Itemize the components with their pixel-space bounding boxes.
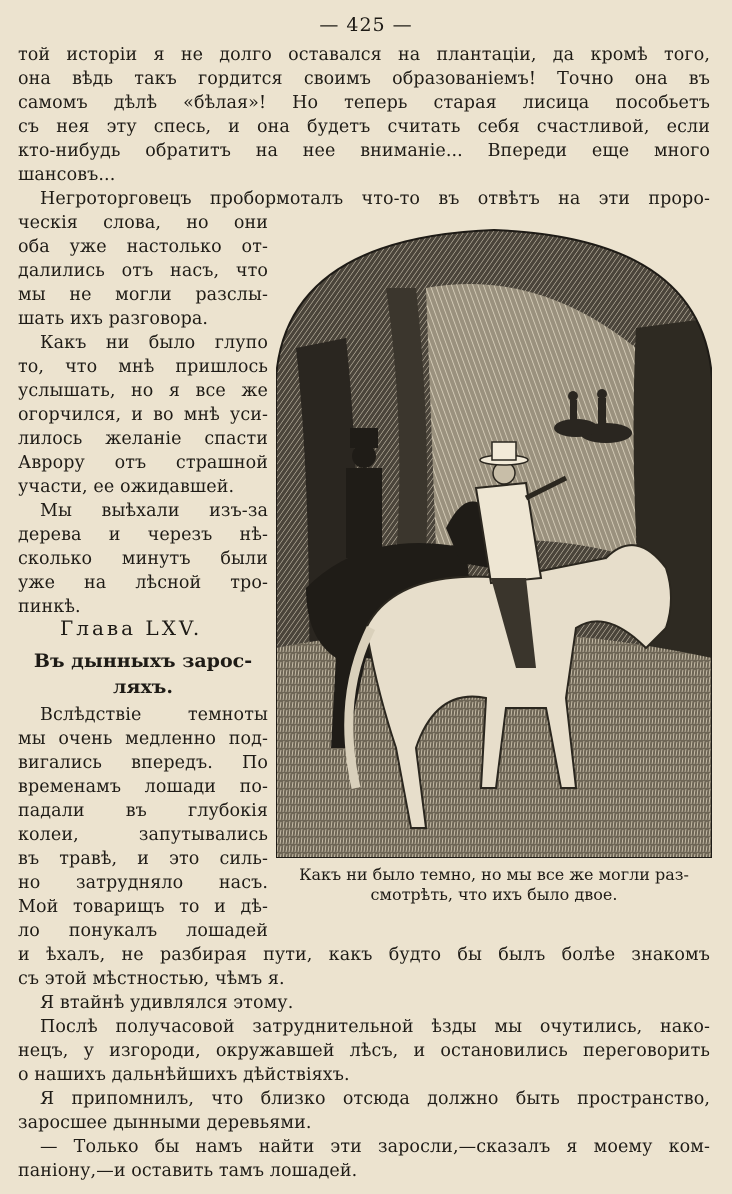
text-line: Я припомнилъ, что близко отсюда должно быть пространство, [40,1089,710,1109]
text-line: падали въ глубокія [18,801,268,821]
text-line: сколько минутъ были [18,549,268,569]
text-line: услышать, но я все же [18,381,268,401]
text-line: вигались впередъ. По [18,753,268,773]
text-line: участи, ее ожидавшей. [18,477,235,497]
page-number: — 425 — [319,14,413,36]
text-line: съ нея эту спесь, и она будетъ считать себя счастливой, если [18,117,710,137]
text-line: мы очень медленно под- [18,729,268,749]
forest-riders-engraving [276,228,712,858]
text-line: то, что мнѣ пришлось [18,357,268,377]
text-line: заросшее дынными деревьями. [18,1113,312,1133]
chapter-heading: Глава LXV. [60,616,203,640]
text-line: колеи, запутывались [18,825,268,845]
text-line: дерева и черезъ нѣ- [18,525,268,545]
text-line: огорчился, и во мнѣ уси- [18,405,268,425]
text-line: — Только бы намъ найти эти заросли,—сказалъ я моему ком- [40,1137,710,1157]
text-line: оба уже настолько от- [18,237,268,257]
text-line: далились отъ насъ, что [18,261,268,281]
text-line: съ этой мѣстностью, чѣмъ я. [18,969,285,989]
text-line: Аврору отъ страшной [18,453,268,473]
text-line: Мой товарищъ то и дѣ- [18,897,268,917]
paragraph-start: Негроторговецъ пробормоталъ что-то въ отвѣтъ на эти проро- [40,189,710,209]
text-line: нецъ, у изгороди, окружавшей лѣсъ, и остановились переговорить [18,1041,710,1061]
text-line: той исторіи я не долго оставался на плантаціи, да кромѣ того, [18,45,710,65]
text-line: шать ихъ разговора. [18,309,209,329]
text-line: въ травѣ, и это силь- [18,849,268,869]
text-line: ло понукалъ лошадей [18,921,268,941]
text-line: шансовъ... [18,165,116,185]
text-line: пинкѣ. [18,597,81,617]
text-line: кто-нибудь обратитъ на нее вниманіе... Впереди еще много [18,141,710,161]
text-line: Мы выѣхали изъ-за [40,501,268,521]
text-line: о нашихъ дальнѣйшихъ дѣйствіяхъ. [18,1065,350,1085]
text-line: паніону,—и оставить тамъ лошадей. [18,1161,358,1181]
text-line: самомъ дѣлѣ «бѣлая»! Но теперь старая лисица пособьетъ [18,93,710,113]
text-line: но затрудняло насъ. [18,873,268,893]
chapter-title: ляхъ. [113,676,173,698]
text-line: ческія слова, но они [18,213,268,233]
text-line: временамъ лошади по- [18,777,268,797]
text-line: Какъ ни было глупо [40,333,268,353]
text-line: уже на лѣсной тро- [18,573,268,593]
text-line: мы не могли разслы- [18,285,268,305]
text-line: Я втайнѣ удивлялся этому. [40,993,294,1013]
engraving-illustration [276,228,712,858]
text-line: и ѣхалъ, не разбирая пути, какъ будто бы былъ болѣе знакомъ [18,945,710,965]
figure-caption: смотрѣть, что ихъ было двое. [370,885,618,904]
text-line: она вѣдь такъ гордится своимъ образованіемъ! Точно она въ [18,69,710,89]
text-line: лилось желаніе спасти [18,429,268,449]
figure-caption: Какъ ни было темно, но мы все же могли раз- [299,865,689,884]
text-line: Послѣ получасовой затруднительной ѣзды мы очутились, нако- [40,1017,710,1037]
text-line: Вслѣдствіе темноты [40,705,268,725]
chapter-title: Въ дынныхъ зарос- [33,650,253,672]
